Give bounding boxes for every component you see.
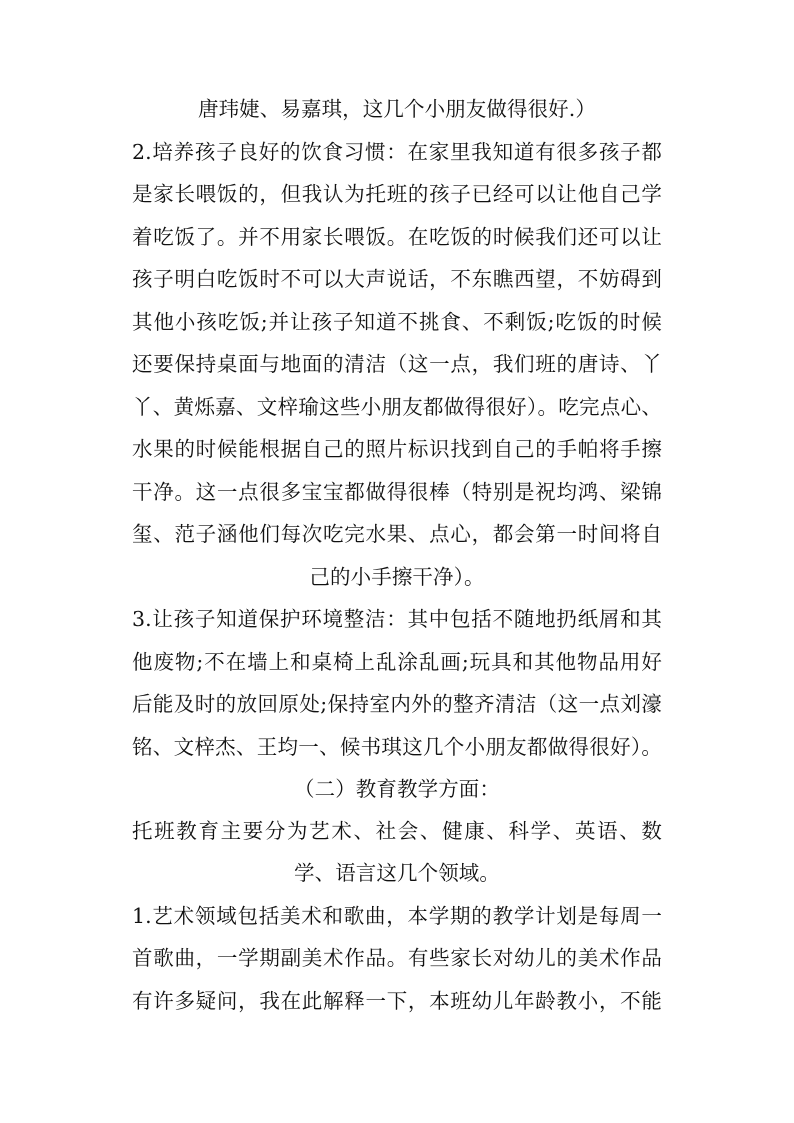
text-line-1: 唐玮婕、易嘉琪，这几个小朋友做得很好.） xyxy=(197,97,596,121)
text-line-19: 学、语言这几个领域。 xyxy=(294,861,500,885)
text-line-21: 首歌曲，一学期副美术作品。有些家长对幼儿的美术作品 xyxy=(132,946,662,970)
text-line-4: 着吃饭了。并不用家长喂饭。在吃饭的时候我们还可以让 xyxy=(132,225,662,249)
text-line-3: 是家长喂饭的，但我认为托班的孩子已经可以让他自己学 xyxy=(132,182,662,206)
text-line-22: 有许多疑问，我在此解释一下，本班幼儿年龄教小，不能 xyxy=(132,989,662,1013)
text-line-8: 丫、黄烁嘉、文梓瑜这些小朋友都做得很好）。吃完点心、 xyxy=(132,395,662,419)
text-line-16: 铭、文梓杰、王均一、候书琪这几个小朋友都做得很好）。 xyxy=(132,735,662,759)
text-line-2: 2.培养孩子良好的饮食习惯：在家里我知道有很多孩子都 xyxy=(132,140,662,164)
text-line-20: 1.艺术领域包括美术和歌曲，本学期的教学计划是每周一 xyxy=(132,904,662,928)
text-line-18: 托班教育主要分为艺术、社会、健康、科学、英语、数 xyxy=(132,819,662,843)
text-line-11: 玺、范子涵他们每次吃完水果、点心，都会第一时间将自 xyxy=(132,522,662,546)
text-line-14: 他废物;不在墙上和桌椅上乱涂乱画;玩具和其他物品用好 xyxy=(132,650,662,674)
section-heading: （二）教育教学方面： xyxy=(294,777,500,801)
text-line-12: 己的小手擦干净）。 xyxy=(309,565,485,589)
text-line-13: 3.让孩子知道保护环境整洁：其中包括不随地扔纸屑和其 xyxy=(132,607,662,631)
text-line-10: 干净。这一点很多宝宝都做得很棒（特别是祝均鸿、梁锦 xyxy=(132,480,662,504)
text-line-15: 后能及时的放回原处;保持室内外的整齐清洁（这一点刘濠 xyxy=(132,692,662,716)
text-line-6: 其他小孩吃饭;并让孩子知道不挑食、不剩饭;吃饭的时候 xyxy=(132,310,662,334)
text-line-9: 水果的时候能根据自己的照片标识找到自己的手帕将手擦 xyxy=(132,437,662,461)
text-line-7: 还要保持桌面与地面的清洁（这一点，我们班的唐诗、丫 xyxy=(132,352,662,376)
text-line-5: 孩子明白吃饭时不可以大声说话，不东瞧西望，不妨碍到 xyxy=(132,267,662,291)
